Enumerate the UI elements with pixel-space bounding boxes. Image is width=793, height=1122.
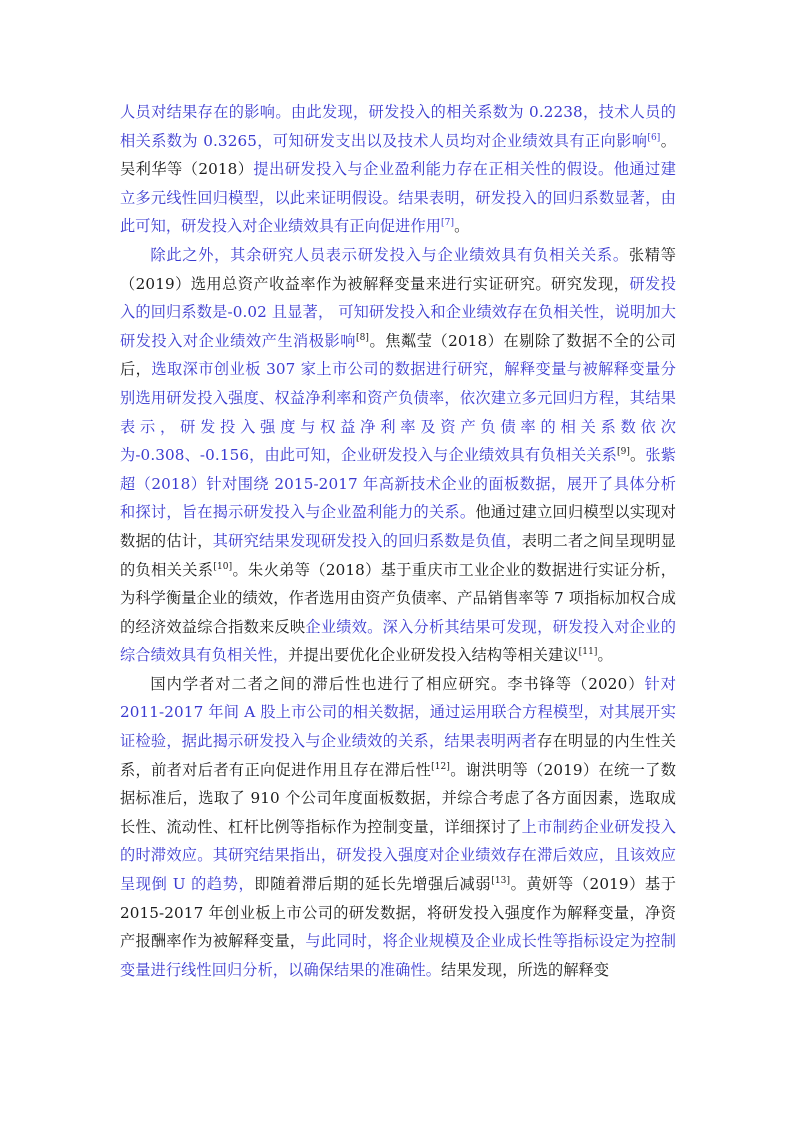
- citation-ref: [7]: [441, 218, 455, 229]
- text-segment: 结果发现，所选的解释变: [441, 960, 610, 979]
- paragraph-p3: [120, 670, 676, 985]
- text-segment: 即随着滞后期的延长先增强后减弱: [254, 875, 492, 894]
- citation-ref: [12]: [431, 761, 450, 772]
- text-segment: 其研究结果发现研发投入的回归系数是负值，: [212, 531, 522, 550]
- text-segment: 并提出要优化企业研发投入结构等相关建议: [288, 646, 579, 665]
- paragraph-p1: [120, 98, 676, 241]
- paragraph-p2: [120, 241, 676, 670]
- text-segment: 。黄妍等（2019）基于 2015-2017 年创业板上市公司的研发数据，将研发投入强度作为解释变量，净资产报酬率作为被解释变量，: [120, 875, 676, 951]
- citation-ref: [6]: [647, 132, 661, 143]
- text-segment: 除此之外，其余研究人员表示研发投入与企业绩效具有负相关关系。: [150, 245, 629, 264]
- text-segment: 选取深市创业板 307 家上市公司的数据进行研究，解释变量与被解释变量分别选用研发投入强度、权益净利率和资产负债率，依次建立多元回归方程，其结果表示，研发投入强度与权益净利率及资产负债率的相关系数依次为-0.308、-0.156，由此可知，企业研发投入与企业绩效具有负相关关系: [120, 360, 677, 465]
- text-segment: 吴利华等（2018）: [120, 160, 254, 179]
- text-segment: 企业绩效。深入分析其结果可发现，研发投入对企业的综合绩效具有负相关性，: [120, 617, 676, 665]
- citation-ref: [13]: [491, 875, 511, 886]
- text-segment: 。: [660, 131, 676, 150]
- citation-ref: [9]: [616, 447, 631, 458]
- text-segment: 与此同时，将企业规模及企业成长性等指标设定为控制变量进行线性回归分析，以确保结果的准确性。: [120, 932, 676, 979]
- text-segment: 他通过建立回归模型以实现对数据的估计，: [120, 503, 676, 550]
- text-segment: 张紫超（2018）针对围绕 2015-2017 年高新技术企业的面板数据，展开了具体分析和探讨，旨在揭示研发投入与企业盈利能力的关系。: [120, 446, 677, 522]
- text-segment: 研发投入的回归系数是-0.02 且显著， 可知研发投入和企业绩效存在负相关性，说明加大研发投入对企业绩效产生消极影响: [120, 274, 676, 350]
- text-segment: 国内学者对二者之间的滞后性也进行了相应研究。李书锋等（2020）: [150, 674, 645, 693]
- text-segment: 。: [597, 646, 613, 665]
- text-segment: 。朱火弟等（2018）基于重庆市工业企业的数据进行实证分析，为科学衡量企业的绩效，作者选用由资产负债率、产品销售率等 7 项指标加权合成的经济效益综合指数来反映: [120, 560, 676, 636]
- text-segment: 上市制药企业研发投入的时滞效应。其研究结果指出，研发投入强度对企业绩效存在滞后效应，且该效应呈现倒 U 的趋势，: [120, 817, 676, 894]
- body-text: [120, 98, 676, 984]
- text-segment: 存在明显的内生性关系，前者对后者有正向促进作用且存在滞后性: [120, 732, 677, 779]
- text-segment: 。: [454, 217, 470, 236]
- text-segment: 。谢洪明等（2019）在统一了数据标准后，选取了 910 个公司年度面板数据，并综合考虑了各方面因素，选取成长性、流动性、杠杆比例等指标作为控制变量，详细探讨了: [120, 760, 676, 836]
- text-segment: 人员对结果存在的影响。由此发现，研发投入的相关系数为 0.2238，技术人员的相关系数为 0.3265，可知研发支出以及技术人员均对企业绩效具有正向影响: [120, 103, 676, 150]
- text-segment: 表明二者之间呈现明显的负相关关系: [120, 531, 677, 579]
- text-segment: 提出研发投入与企业盈利能力存在正相关性的假设。他通过建立多元线性回归模型，以此来证明假设。结果表明，研发投入的回归系数显著，由此可知，研发投入对企业绩效具有正向促进作用: [120, 160, 676, 236]
- text-segment: 。焦粼莹（2018）在剔除了数据不全的公司后，: [120, 331, 676, 379]
- text-segment: 张精等（2019）选用总资产收益率作为被解释变量来进行实证研究。研究发现，: [120, 245, 676, 293]
- citation-ref: [11]: [578, 647, 598, 658]
- citation-ref: [8]: [355, 332, 370, 343]
- text-segment: 。: [630, 446, 646, 465]
- text-segment: 针对 2011-2017 年间 A 股上市公司的相关数据，通过运用联合方程模型，对其展开实证检验，据此揭示研发投入与企业绩效的关系，结果表明两者: [120, 674, 676, 751]
- citation-ref: [10]: [213, 561, 233, 572]
